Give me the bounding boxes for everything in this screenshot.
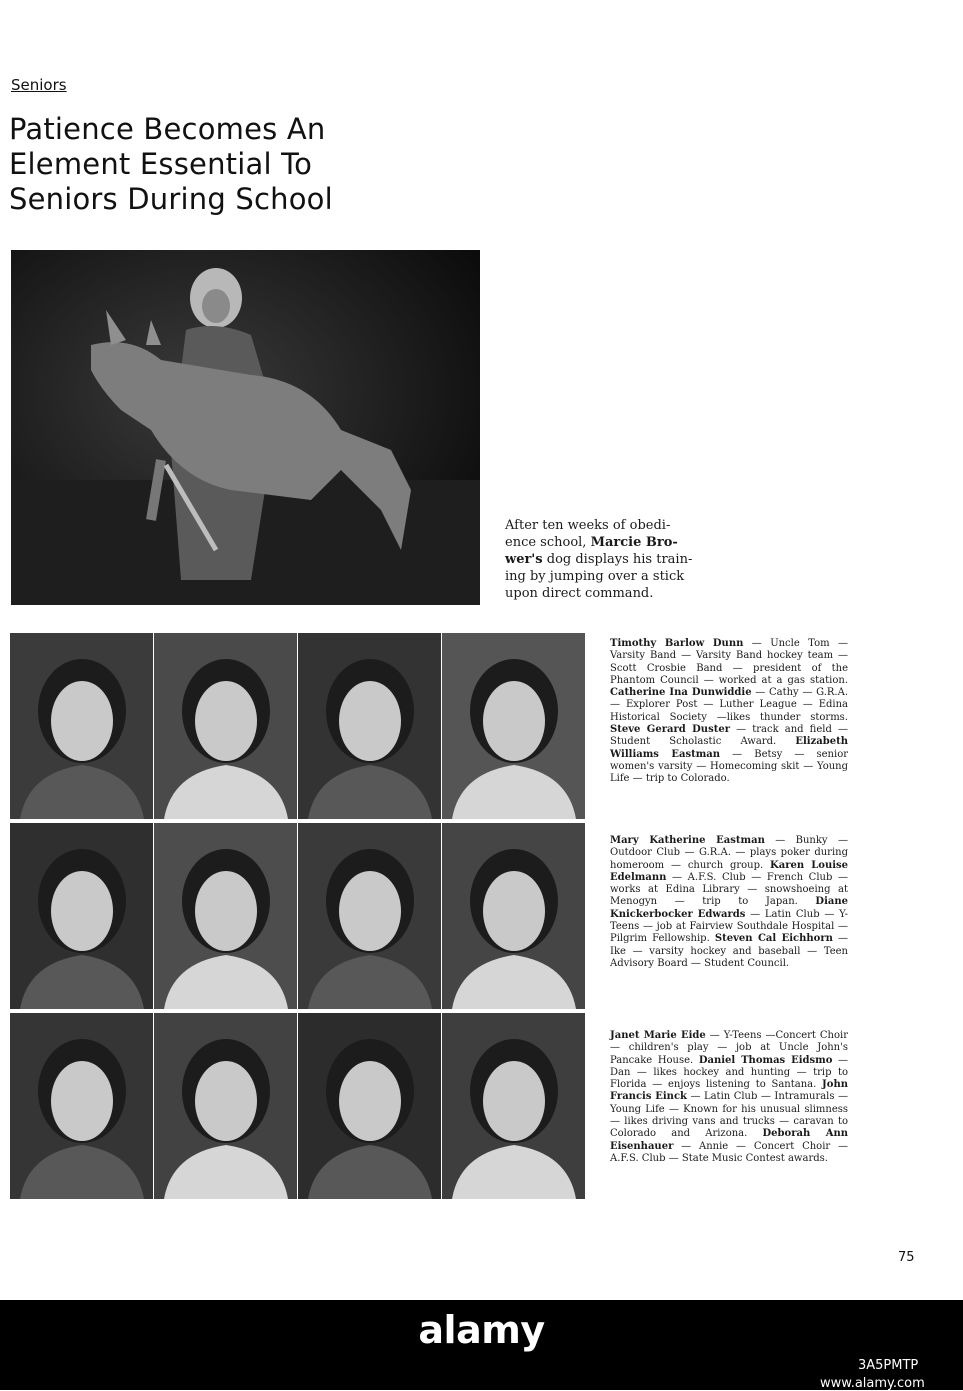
caption-line: ence school, Marcie Bro- (505, 535, 678, 550)
portrait-photo (442, 1013, 585, 1199)
caption-line: ing by jumping over a stick (505, 569, 685, 584)
feature-photo (11, 250, 480, 605)
bio-block: Janet Marie Eide — Y-Teens —Concert Choir — children's play — job at Uncle John's Pancake House. Daniel Thomas Eidsmo — Dan — likes hockey and hunting — trip to Florida — enjoys listening to Santana. John Francis Einck — Latin Club — Intramurals — Young Life — Known for his unusual slimness — likes driving vans and trucks — caravan to Colorado and Arizona. Deborah Ann Eisenhauer — Annie — Concert Choir — A.F.S. Club — State Music Contest awards. (610, 1030, 849, 1164)
bio-block: Mary Katherine Eastman — Bunky — Outdoor Club — G.R.A. — plays poker during homeroom — church group. Karen Louise Edelmann — A.F.S. Club — French Club — works at Edina Library — snowshoeing at Menogyn — trip to Japan. Diane Knickerbocker Edwards — Latin Club — Y-Teens — job at Fairview Southdale Hospital — Pilgrim Fellowship. Steven Cal Eichhorn — Ike — varsity hockey and baseball — Teen Advisory Board — Student Council. (610, 835, 849, 969)
portrait-photo (154, 1013, 297, 1199)
photo-caption (505, 517, 701, 602)
portrait-photo (442, 633, 585, 819)
portrait-photo (10, 823, 153, 1009)
portrait-photo (10, 1013, 153, 1199)
portrait-photo (154, 633, 297, 819)
portrait-photo (10, 633, 153, 819)
headline-line: Element Essential To (9, 147, 313, 181)
portrait-photo (298, 633, 441, 819)
portrait-photo (442, 823, 585, 1009)
portrait-photo (298, 1013, 441, 1199)
page-headline (9, 112, 479, 217)
girl-with-dog-photo (11, 250, 480, 605)
watermark-logo: alamy (418, 1308, 545, 1352)
portrait-photo (154, 823, 297, 1009)
page-number: 75 (898, 1250, 915, 1265)
headline-line: Seniors During School (9, 182, 333, 216)
caption-line: After ten weeks of obedi- (505, 518, 671, 533)
section-label: Seniors (11, 76, 67, 94)
portrait-grid (10, 633, 586, 1200)
caption-line: upon direct command. (505, 586, 654, 601)
portrait-photo (298, 823, 441, 1009)
source-url: www.alamy.com (820, 1376, 925, 1391)
image-id: 3A5PMTP (858, 1358, 919, 1373)
caption-line: wer's dog displays his train- (505, 552, 693, 567)
headline-line: Patience Becomes An (9, 112, 326, 146)
bio-block: Timothy Barlow Dunn — Uncle Tom — Varsity Band — Varsity Band hockey team — Scott Crosbie Band — president of the Phantom Council — worked at a gas station. Catherine Ina Dunwiddie — Cathy — G.R.A. — Explorer Post — Luther League — Edina Historical Society —likes thunder storms. Steve Gerard Duster — track and field — Student Scholastic Award. Elizabeth Williams Eastman — Betsy — senior women's varsity — Homecoming skit — Young Life — trip to Colorado. (610, 638, 848, 785)
